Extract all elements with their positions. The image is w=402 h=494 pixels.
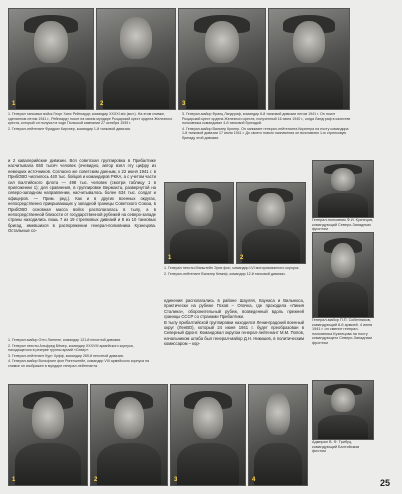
caption-kuznetsov: Генерал-полковник Ф.И. Кузнецов, командующий Северо-Западным фронтом (312, 218, 374, 232)
photo-number: 1 (12, 477, 16, 483)
photo-number: 3 (174, 477, 178, 483)
photo-bottom-3 (170, 384, 246, 486)
caption-mid (164, 266, 304, 277)
photo-sobennikov (312, 232, 374, 318)
caption-paragraph: 1. Генерал-майор Отто Лангеле, командир 121-й пехотной дивизии. (8, 338, 122, 342)
photo-number: 3 (182, 101, 186, 107)
photo-top-3 (178, 8, 266, 110)
caption-sobennikov: Генерал-майор П.П. Собенников, командующий 8-й армией. 4 июля 1941 г. он сменит генерал-полковника Кузнецова на посту командующего Северо-Западным фронтом (312, 318, 373, 345)
page-number: 25 (379, 478, 390, 488)
photo-top-1 (8, 8, 94, 110)
caption-top-right (182, 112, 352, 142)
caption-paragraph: 3. Генерал-лейтенант Курт Хуфф, командир 269-й пехотной дивизии. (8, 353, 124, 358)
photo-number: 2 (240, 255, 244, 261)
body-text-left: и 2 кавалерийские дивизии. Вся советская группировка в Прибалтике насчитывала 650 тысяч человек (очевидно, автор взял эту цифру из немецких источников. Согласно же советским данным, к 22 июня 1941 г. в ПрибОВО числилось 440 тыс. бойцов и командиров РККА, а с учетом части сил Балтийского флота — 498 тыс. человек (смотри таблицу 1 в приложении 1); для сравнения, в группировке Вермахта, развернутой на северо-западном направлении, насчитывалось более 634 тыс. солдат и офицеров. — Прим. ред.). Как и в других военных округах, непосредственно прикрывающих у западной границы Советского Союза, в ПрибОВО основная масса войск располагалась в тылу, а в непосредственной близости от государственной рубежей на северо-западе страны находились лишь 7 из 19 стрелковых дивизий и 8 из 10 танковых бригад, имевшихся в распоряжении генерал-полковника Кузнецова. Остальные со- (8, 158, 156, 234)
photo-bottom-2 (90, 384, 168, 486)
photo-bottom-4 (248, 384, 308, 486)
photo-number: 1 (12, 101, 16, 107)
photo-number: 2 (94, 477, 98, 483)
photo-number: 2 (100, 101, 104, 107)
caption-left-mid (8, 338, 158, 370)
caption-top-left (8, 112, 178, 132)
photo-top-2 (96, 8, 176, 110)
caption-paragraph: 1. Генерал танковых войск Георг Ханс Рейнхардт, командир XXXXI м/к (мот.). На этом снимке, сделанном летом 1941 г., Рейнхардт носит на своем мундире Рыцарский крест ордена Железного креста, который он получил в ходе Польской кампании 27 октября 1939 г. (8, 112, 173, 126)
photo-mid-1 (164, 182, 234, 264)
caption-paragraph: 4. Генерал-майор Вальтер Крюгер. Он занимает генерал-лейтенанта Кирхнера на посту командира 1-й танковой дивизии 17 июля 1941 г. До своего нового назначения он возглавлял 1-ю стрелковую бригаду этой дивизии. (182, 126, 349, 140)
photo-kuznetsov (312, 160, 374, 218)
caption-paragraph: 2. Генерал-лейтенант Фридрих Кирхнер, командир 1-й танковой дивизии. (8, 126, 131, 131)
caption-paragraph: 2. Генерал пехоты Альфред Бёмер, командир XXXVIII армейского корпуса, находящегося в резерве группы армий «Север». (8, 343, 134, 353)
caption-paragraph: 1. Генерал пехоты Манштейн Эрих фон, командир LVI моторизованного корпуса. (164, 266, 300, 270)
photo-tributs (312, 380, 374, 440)
photo-number: 1 (168, 255, 172, 261)
photo-bottom-1 (8, 384, 88, 486)
photo-top-4 (268, 8, 350, 110)
caption-tributs: Адмирал В. Ф. Трибуц, командующий Балтийским флотом (312, 440, 360, 454)
caption-paragraph: 2. Генерал-лейтенант Вальтер Кемпф, командир 12-й танковой дивизии. (164, 271, 286, 276)
photo-mid-2 (236, 182, 306, 264)
body-text-main: единения располагались в районе Шауляя, Каунаса и Вильнюса, практически на рубеже Псков – Опочка, где проходила «Линия Сталина», оборонительный рубеж, возведенный вдоль прежней границы СССР со странами Прибалтики. В тылу прибалтийской группировки находился Ленинградский военный округ (ЛенВО), который 24 июня 1941 г. будет преобразован в Северный фронт. Командовал округом генерал-лейтенант М.М. Попов, начальником штаба был генерал-майор Д.Н. Никишев, в политическим комиссаром – кор- (164, 298, 304, 347)
caption-paragraph: 4. Генерал-майор Вольфганг фон Ригенштейн, командир VIII армейского корпуса на снимке он изображен в мундире генерал-лейтенанта. (8, 359, 150, 368)
photo-number: 4 (252, 477, 256, 483)
caption-paragraph: 3. Генерал-майор Франц Ландграф, командир 6-й танковой дивизии летом 1941 г. Он носит Рыцарский крест ордена Железного креста, полученный 16 июня 1940 г., когда Ландграф в качестве полковника командовал 4-й танковой бригадой. (182, 112, 351, 126)
